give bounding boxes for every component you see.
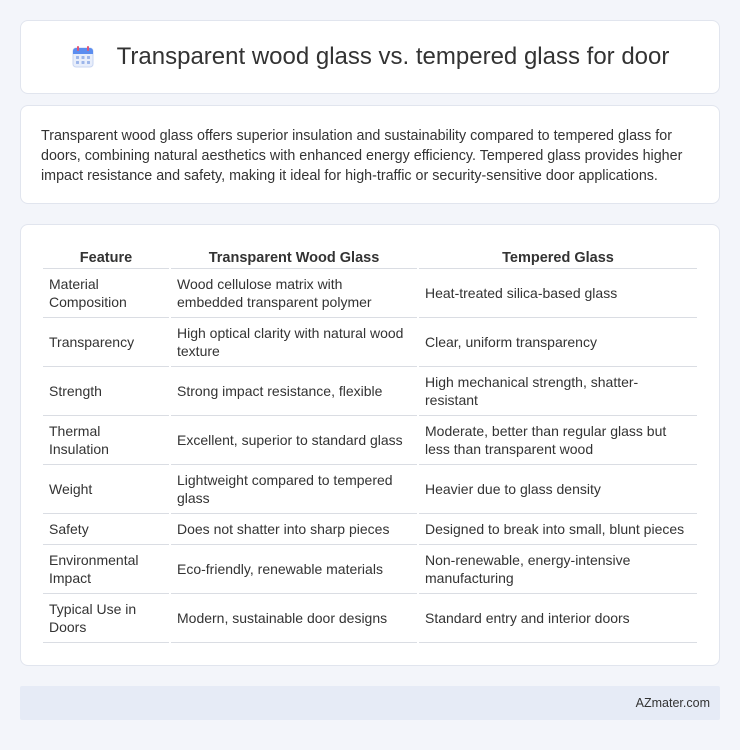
header-feature: Feature: [43, 247, 169, 269]
table-header-row: [43, 247, 697, 269]
row-feature: Transparency: [43, 318, 169, 367]
row-wood-value: Eco-friendly, renewable materials: [171, 545, 417, 594]
row-feature: Thermal Insulation: [43, 416, 169, 465]
row-feature: Safety: [43, 514, 169, 545]
calendar-icon: [71, 45, 95, 69]
header-tempered-glass: Tempered Glass: [419, 247, 697, 269]
row-wood-value: Does not shatter into sharp pieces: [171, 514, 417, 545]
row-tempered-value: High mechanical strength, shatter-resistant: [419, 367, 697, 416]
row-feature: Material Composition: [43, 269, 169, 318]
row-feature: Strength: [43, 367, 169, 416]
row-tempered-value: Standard entry and interior doors: [419, 594, 697, 643]
row-tempered-value: Clear, uniform transparency: [419, 318, 697, 367]
row-wood-value: Strong impact resistance, flexible: [171, 367, 417, 416]
row-tempered-value: Heavier due to glass density: [419, 465, 697, 514]
row-wood-value: Wood cellulose matrix with embedded transparent polymer: [171, 269, 417, 318]
comparison-table: [41, 247, 699, 643]
comparison-table-card: [20, 224, 720, 666]
table-row: [43, 594, 697, 643]
row-tempered-value: Heat-treated silica-based glass: [419, 269, 697, 318]
page-title: Transparent wood glass vs. tempered glass for door: [116, 43, 670, 70]
row-wood-value: High optical clarity with natural wood texture: [171, 318, 417, 367]
footer-brand: AZmater.com: [635, 696, 710, 710]
row-feature: Environmental Impact: [43, 545, 169, 594]
table-row: [43, 416, 697, 465]
header-transparent-wood-glass: Transparent Wood Glass: [171, 247, 417, 269]
footer-bar: [20, 686, 720, 720]
row-feature: Typical Use in Doors: [43, 594, 169, 643]
row-tempered-value: Designed to break into small, blunt pieces: [419, 514, 697, 545]
table-row: [43, 514, 697, 545]
row-wood-value: Excellent, superior to standard glass: [171, 416, 417, 465]
table-row: [43, 318, 697, 367]
row-wood-value: Lightweight compared to tempered glass: [171, 465, 417, 514]
row-tempered-value: Non-renewable, energy-intensive manufacturing: [419, 545, 697, 594]
title-card: [20, 20, 720, 94]
table-row: [43, 269, 697, 318]
summary-text: Transparent wood glass offers superior insulation and sustainability compared to tempered glass for doors, combining natural aesthetics with enhanced energy efficiency. Tempered glass provides higher impact resistance and safety, making it ideal for high-traffic or security-sensitive door applications.: [41, 128, 683, 184]
table-row: [43, 367, 697, 416]
table-row: [43, 545, 697, 594]
summary-card: [20, 105, 720, 204]
table-row: [43, 465, 697, 514]
row-tempered-value: Moderate, better than regular glass but less than transparent wood: [419, 416, 697, 465]
row-feature: Weight: [43, 465, 169, 514]
row-wood-value: Modern, sustainable door designs: [171, 594, 417, 643]
